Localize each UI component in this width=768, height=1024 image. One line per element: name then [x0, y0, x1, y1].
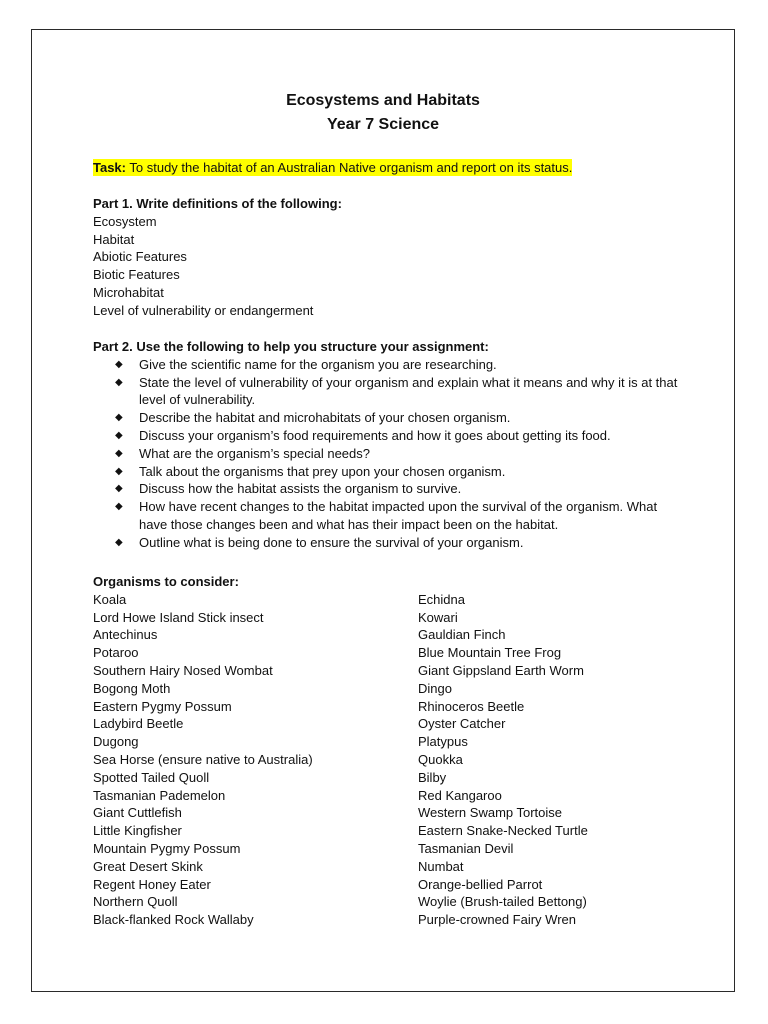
- structure-bullet-item-text: Describe the habitat and microhabitats of your chosen organism.: [139, 410, 511, 426]
- structure-bullet-item: [93, 445, 679, 463]
- organism-item: Giant Gippsland Earth Worm: [418, 662, 584, 678]
- structure-bullet-item-text: Discuss how the habitat assists the organism to survive.: [139, 481, 462, 497]
- title-line-2: Year 7 Science: [326, 116, 440, 133]
- diamond-bullet-icon: ◆: [115, 412, 123, 424]
- organism-item: Regent Honey Eater: [93, 876, 211, 892]
- organisms-right-column: [418, 591, 588, 929]
- diamond-bullet-icon: ◆: [115, 501, 123, 513]
- definition-item: Abiotic Features: [93, 249, 187, 265]
- organism-item: Kowari: [418, 609, 458, 625]
- structure-bullet-item-text: What are the organism’s special needs?: [139, 445, 370, 461]
- diamond-bullet-icon: ◆: [115, 447, 123, 459]
- part2-heading: Part 2. Use the following to help you structure your assignment:: [93, 339, 489, 354]
- organism-item: Koala: [93, 591, 127, 607]
- part1-section: [93, 195, 693, 320]
- document-title: [93, 89, 673, 137]
- task-highlight: [93, 159, 572, 176]
- structure-bullet-item-text: Discuss your organism’s food requirements and how it goes about getting its food.: [139, 427, 611, 443]
- organism-item: Dugong: [93, 734, 139, 750]
- organism-item: Bogong Moth: [93, 680, 171, 696]
- organisms-left-column: [93, 591, 313, 929]
- task-text: To study the habitat of an Australian Native organism and report on its status.: [129, 160, 573, 175]
- structure-bullet-item: [93, 409, 679, 427]
- organism-item: Quokka: [418, 751, 463, 767]
- organism-item: Orange-bellied Parrot: [418, 876, 543, 892]
- organism-item: Antechinus: [93, 627, 158, 643]
- structure-bullet-item-text: Talk about the organisms that prey upon your chosen organism.: [139, 463, 506, 479]
- structure-bullet-item: [93, 480, 679, 498]
- structure-bullet-item: [93, 427, 679, 445]
- definition-item: Microhabitat: [93, 284, 164, 300]
- part2-section: [93, 338, 693, 552]
- structure-bullet-item-text: Give the scientific name for the organism you are researching.: [139, 356, 497, 372]
- organism-item: Blue Mountain Tree Frog: [418, 645, 562, 661]
- organism-item: Great Desert Skink: [93, 858, 203, 874]
- organism-item: Little Kingfisher: [93, 823, 182, 839]
- structure-bullet-item-text: State the level of vulnerability of your organism and explain what it means and why it is at that level of vulnerability.: [139, 374, 678, 408]
- organism-item: Tasmanian Pademelon: [93, 787, 226, 803]
- organism-item: Northern Quoll: [93, 894, 178, 910]
- diamond-bullet-icon: ◆: [115, 376, 123, 388]
- structure-bullet-item: [93, 534, 679, 552]
- organisms-section: [93, 573, 713, 928]
- definition-item: Habitat: [93, 231, 135, 247]
- organism-item: Giant Cuttlefish: [93, 805, 182, 821]
- definition-item: Ecosystem: [93, 213, 157, 229]
- part1-definition-list: [93, 213, 693, 320]
- diamond-bullet-icon: ◆: [115, 465, 123, 477]
- organism-item: Eastern Pygmy Possum: [93, 698, 232, 714]
- organism-item: Ladybird Beetle: [93, 716, 184, 732]
- organism-item: Gauldian Finch: [418, 627, 506, 643]
- definition-item: Level of vulnerability or endangerment: [93, 302, 314, 318]
- task-label: Task:: [93, 160, 126, 175]
- organism-item: Rhinoceros Beetle: [418, 698, 525, 714]
- organism-item: Platypus: [418, 734, 468, 750]
- organism-item: Western Swamp Tortoise: [418, 805, 563, 821]
- diamond-bullet-icon: ◆: [115, 483, 123, 495]
- title-line-1: Ecosystems and Habitats: [286, 92, 480, 109]
- structure-bullet-item: [93, 498, 679, 534]
- structure-bullet-item-text: How have recent changes to the habitat impacted upon the survival of the organism. What have those changes been and what has their impact been on the habitat.: [139, 499, 658, 532]
- structure-bullet-item: [93, 463, 679, 481]
- organism-item: Potaroo: [93, 645, 139, 661]
- organisms-heading: Organisms to consider:: [93, 574, 239, 589]
- organism-item: Purple-crowned Fairy Wren: [418, 912, 576, 928]
- organism-item: Bilby: [418, 769, 447, 785]
- structure-bullet-item: [93, 356, 679, 374]
- diamond-bullet-icon: ◆: [115, 358, 123, 370]
- definition-item: Biotic Features: [93, 267, 180, 283]
- organism-item: Tasmanian Devil: [418, 840, 514, 856]
- organism-item: Red Kangaroo: [418, 787, 502, 803]
- organism-item: Echidna: [418, 591, 465, 607]
- organism-item: Dingo: [418, 680, 452, 696]
- part1-heading: Part 1. Write definitions of the following:: [93, 196, 342, 211]
- organism-item: Eastern Snake-Necked Turtle: [418, 823, 588, 839]
- organism-item: Sea Horse (ensure native to Australia): [93, 751, 313, 767]
- organism-item: Numbat: [418, 858, 464, 874]
- organism-item: Oyster Catcher: [418, 716, 506, 732]
- organism-item: Lord Howe Island Stick insect: [93, 609, 264, 625]
- structure-bullet-item-text: Outline what is being done to ensure the survival of your organism.: [139, 534, 524, 550]
- organism-item: Woylie (Brush-tailed Bettong): [418, 894, 587, 910]
- part2-bullet-list: [93, 356, 693, 552]
- organism-item: Black-flanked Rock Wallaby: [93, 912, 254, 928]
- organism-item: Spotted Tailed Quoll: [93, 769, 210, 785]
- organism-item: Southern Hairy Nosed Wombat: [93, 662, 273, 678]
- organism-item: Mountain Pygmy Possum: [93, 840, 241, 856]
- diamond-bullet-icon: ◆: [115, 429, 123, 441]
- structure-bullet-item: [93, 374, 679, 410]
- diamond-bullet-icon: ◆: [115, 536, 123, 548]
- task-statement: [93, 159, 572, 177]
